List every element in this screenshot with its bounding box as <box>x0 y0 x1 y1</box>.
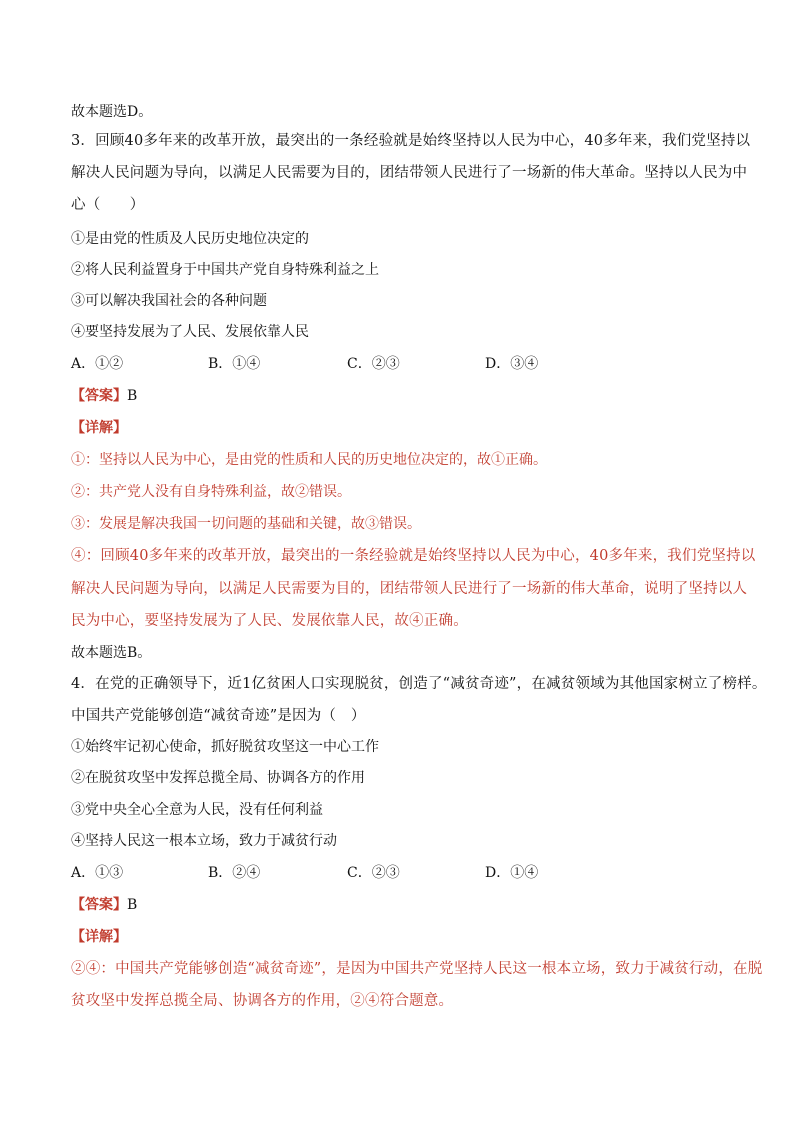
q3-explanation-6: 民为中心，要坚持发展为了人民、发展依靠人民，故④正确。 <box>71 613 468 629</box>
q4-statement-3: ③党中央全心全意为人民，没有任何利益 <box>71 802 323 818</box>
q3-stem-line-3: 心（ ） <box>71 197 145 213</box>
q4-statement-4: ④坚持人民这一根本立场，致力于减贫行动 <box>71 833 337 849</box>
q3-option-d: D．③④ <box>485 356 539 372</box>
q4-detail-tag: 【详解】 <box>71 929 127 945</box>
q4-statement-1: ①始终牢记初心使命，抓好脱贫攻坚这一中心工作 <box>71 739 379 755</box>
q4-stem-line-1: 4．在党的正确领导下，近1亿贫困人口实现脱贫，创造了“减贫奇迹”，在减贫领域为其他国家树立了榜样。 <box>71 676 767 692</box>
q3-explanation-3: ③：发展是解决我国一切问题的基础和关键，故③错误。 <box>71 516 421 532</box>
q3-explanation-2: ②：共产党人没有自身特殊利益，故②错误。 <box>71 484 351 500</box>
q3-stem-line-2: 解决人民问题为导向，以满足人民需要为目的，团结带领人民进行了一场新的伟大革命。坚持以人民为中 <box>71 165 748 181</box>
q4-option-b: B．②④ <box>208 865 261 881</box>
q4-answer <box>71 896 137 914</box>
q3-statement-2: ②将人民利益置身于中国共产党自身特殊利益之上 <box>71 262 379 278</box>
q3-option-a: A．①② <box>71 356 124 372</box>
q3-explanation-5: 解决人民问题为导向，以满足人民需要为目的，团结带领人民进行了一场新的伟大革命，说明了坚持以人 <box>71 581 748 597</box>
q3-stem-line-1: 3．回顾40多年来的改革开放，最突出的一条经验就是始终坚持以人民为中心，40多年来，我们党坚持以 <box>71 133 751 149</box>
q4-explanation-1: ②④：中国共产党能够创造“减贫奇迹”，是因为中国共产党坚持人民这一根本立场，致力于减贫行动，在脱 <box>71 961 763 977</box>
q4-option-a: A．①③ <box>71 865 124 881</box>
q3-statement-4: ④要坚持发展为了人民、发展依靠人民 <box>71 324 309 340</box>
previous-conclusion: 故本题选D。 <box>71 104 153 120</box>
q3-detail-tag: 【详解】 <box>71 420 127 436</box>
q3-conclusion: 故本题选B。 <box>71 645 152 661</box>
q3-statement-1: ①是由党的性质及人民历史地位决定的 <box>71 231 309 247</box>
q4-option-d: D．①④ <box>485 865 539 881</box>
q3-option-b: B．①④ <box>208 356 261 372</box>
q3-answer <box>71 387 137 405</box>
q4-answer-tag: 【答案】 <box>71 897 127 913</box>
q3-answer-tag: 【答案】 <box>71 388 127 404</box>
q4-statement-2: ②在脱贫攻坚中发挥总揽全局、协调各方的作用 <box>71 770 365 786</box>
q4-stem-line-2: 中国共产党能够创造“减贫奇迹”是因为（ ） <box>71 708 366 724</box>
q3-statement-3: ③可以解决我国社会的各种问题 <box>71 293 267 309</box>
q4-explanation-2: 贫攻坚中发挥总揽全局、协调各方的作用，②④符合题意。 <box>71 993 454 1009</box>
q3-explanation-4: ④：回顾40多年来的改革开放，最突出的一条经验就是始终坚持以人民为中心，40多年来，我们党坚持以 <box>71 548 756 564</box>
q4-answer-value: B <box>127 897 138 913</box>
q3-explanation-1: ①：坚持以人民为中心，是由党的性质和人民的历史地位决定的，故①正确。 <box>71 452 547 468</box>
q4-option-c: C．②③ <box>347 865 400 881</box>
q3-option-c: C．②③ <box>347 356 400 372</box>
q3-answer-value: B <box>127 388 138 404</box>
